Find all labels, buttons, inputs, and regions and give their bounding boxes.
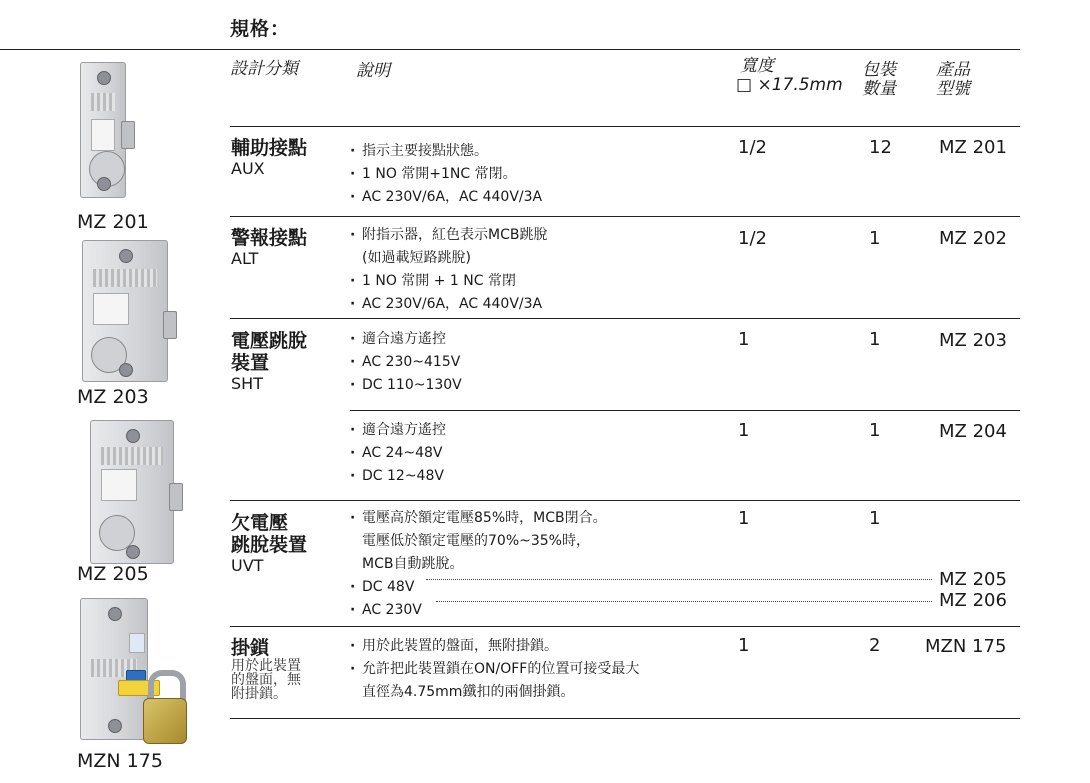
category-en: UVT [231, 556, 264, 575]
width-value: 1 [738, 420, 750, 441]
description-line: · AC 230V/6A，AC 440V/3A [350, 186, 542, 209]
header-category: 設計分類 [230, 59, 298, 79]
description-line: MCB自動跳脫。 [362, 556, 464, 572]
row-description [350, 419, 446, 488]
category-note: 用於此裝置 [231, 658, 301, 674]
row-rule [230, 318, 1020, 319]
description-line: · 附指示器，紅色表示MCB跳脫 [350, 224, 547, 247]
description-line: · DC 48V [350, 576, 607, 599]
header-width-line2: □ ×17.5mm [736, 75, 843, 95]
row-rule [230, 718, 1020, 719]
width-value: 1/2 [738, 137, 767, 158]
table-row-category [231, 227, 307, 269]
model-value: MZ 203 [939, 330, 1007, 351]
row-description [350, 507, 607, 622]
header-pack-line2: 數量 [862, 79, 896, 99]
description-line: · DC 110~130V [350, 374, 462, 397]
category-zh: 輔助接點 [231, 137, 308, 159]
pack-value: 1 [869, 329, 881, 350]
pack-value: 2 [869, 635, 881, 656]
leader-dots [426, 579, 932, 580]
header-description: 說明 [356, 61, 390, 81]
product-caption: MZ 205 [77, 563, 149, 585]
description-line: · AC 230~415V [350, 351, 462, 374]
category-zh: 電壓跳脫 [231, 330, 308, 352]
row-rule [350, 410, 1020, 411]
category-note: 的盤面，無 [231, 672, 301, 688]
product-image-mz205 [90, 420, 174, 564]
product-image-mz203 [82, 240, 168, 382]
leader-dots [436, 601, 932, 602]
table-row-category [231, 512, 307, 576]
table-row-category [231, 637, 301, 701]
width-value: 1 [738, 635, 750, 656]
row-rule [230, 126, 1020, 127]
pack-value: 1 [869, 420, 881, 441]
product-caption: MZ 201 [77, 211, 149, 233]
model-value: MZ 201 [939, 137, 1007, 158]
row-description [350, 140, 542, 209]
table-row-category [231, 137, 307, 179]
product-image-mzn175 [80, 598, 148, 740]
width-value: 1/2 [738, 228, 767, 249]
category-zh: 掛鎖 [231, 637, 270, 659]
description-line: 電壓低於額定電壓的70%~35%時， [362, 533, 590, 549]
description-line: · 適合遠方遙控 [350, 419, 446, 442]
row-description [350, 635, 639, 704]
category-en: SHT [231, 374, 263, 393]
row-rule [230, 626, 1020, 627]
description-line: · AC 230V/6A，AC 440V/3A [350, 293, 547, 316]
width-value: 1 [738, 329, 750, 350]
product-caption: MZ 203 [77, 386, 149, 408]
header-width [736, 57, 843, 95]
padlock-icon [143, 698, 187, 744]
description-line: · 適合遠方遙控 [350, 328, 462, 351]
header-model-line2: 型號 [936, 79, 970, 99]
header-width-line1: 寬度 [740, 56, 774, 76]
model-value: MZ 205 [939, 569, 1007, 590]
width-value: 1 [738, 508, 750, 529]
category-zh: 跳脫裝置 [231, 534, 308, 556]
table-row-category [231, 330, 307, 394]
description-line: · 1 NO 常開 + 1 NC 常閉 [350, 270, 547, 293]
description-line: · AC 230V [350, 599, 607, 622]
row-rule [230, 216, 1020, 217]
description-line: · AC 24~48V [350, 442, 446, 465]
model-value: MZN 175 [925, 636, 1007, 657]
header-model-line1: 產品 [936, 60, 970, 80]
header-model [936, 61, 970, 99]
description-line: · DC 12~48V [350, 465, 446, 488]
category-note: 附掛鎖。 [231, 686, 287, 702]
page-title: 規格： [230, 18, 291, 40]
header-pack [862, 61, 896, 99]
header-rule [0, 49, 1020, 50]
model-value: MZ 202 [939, 228, 1007, 249]
description-line: 直徑為4.75mm鐵扣的兩個掛鎖。 [362, 684, 575, 700]
description-line: (如過載短路跳脫) [362, 250, 471, 266]
model-value: MZ 204 [939, 421, 1007, 442]
description-line: · 指示主要接點狀態。 [350, 140, 542, 163]
description-line: · 用於此裝置的盤面，無附掛鎖。 [350, 635, 639, 658]
pack-value: 12 [869, 137, 892, 158]
description-line: · 允許把此裝置鎖在ON/OFF的位置可接受最大 [350, 658, 639, 681]
category-en: ALT [231, 249, 259, 268]
row-description [350, 328, 462, 397]
header-pack-line1: 包裝 [862, 60, 896, 80]
row-rule [230, 500, 1020, 501]
category-en: AUX [231, 159, 265, 178]
pack-value: 1 [869, 228, 881, 249]
product-image-mz201 [80, 62, 126, 198]
description-line: · 1 NO 常開+1NC 常閉。 [350, 163, 542, 186]
description-line: · 電壓高於額定電壓85%時，MCB閉合。 [350, 507, 607, 530]
category-zh: 裝置 [231, 352, 270, 374]
category-zh: 欠電壓 [231, 512, 289, 534]
product-caption: MZN 175 [77, 750, 163, 772]
pack-value: 1 [869, 508, 881, 529]
row-description [350, 224, 547, 316]
model-value-2: MZ 206 [939, 590, 1007, 611]
category-zh: 警報接點 [231, 227, 308, 249]
